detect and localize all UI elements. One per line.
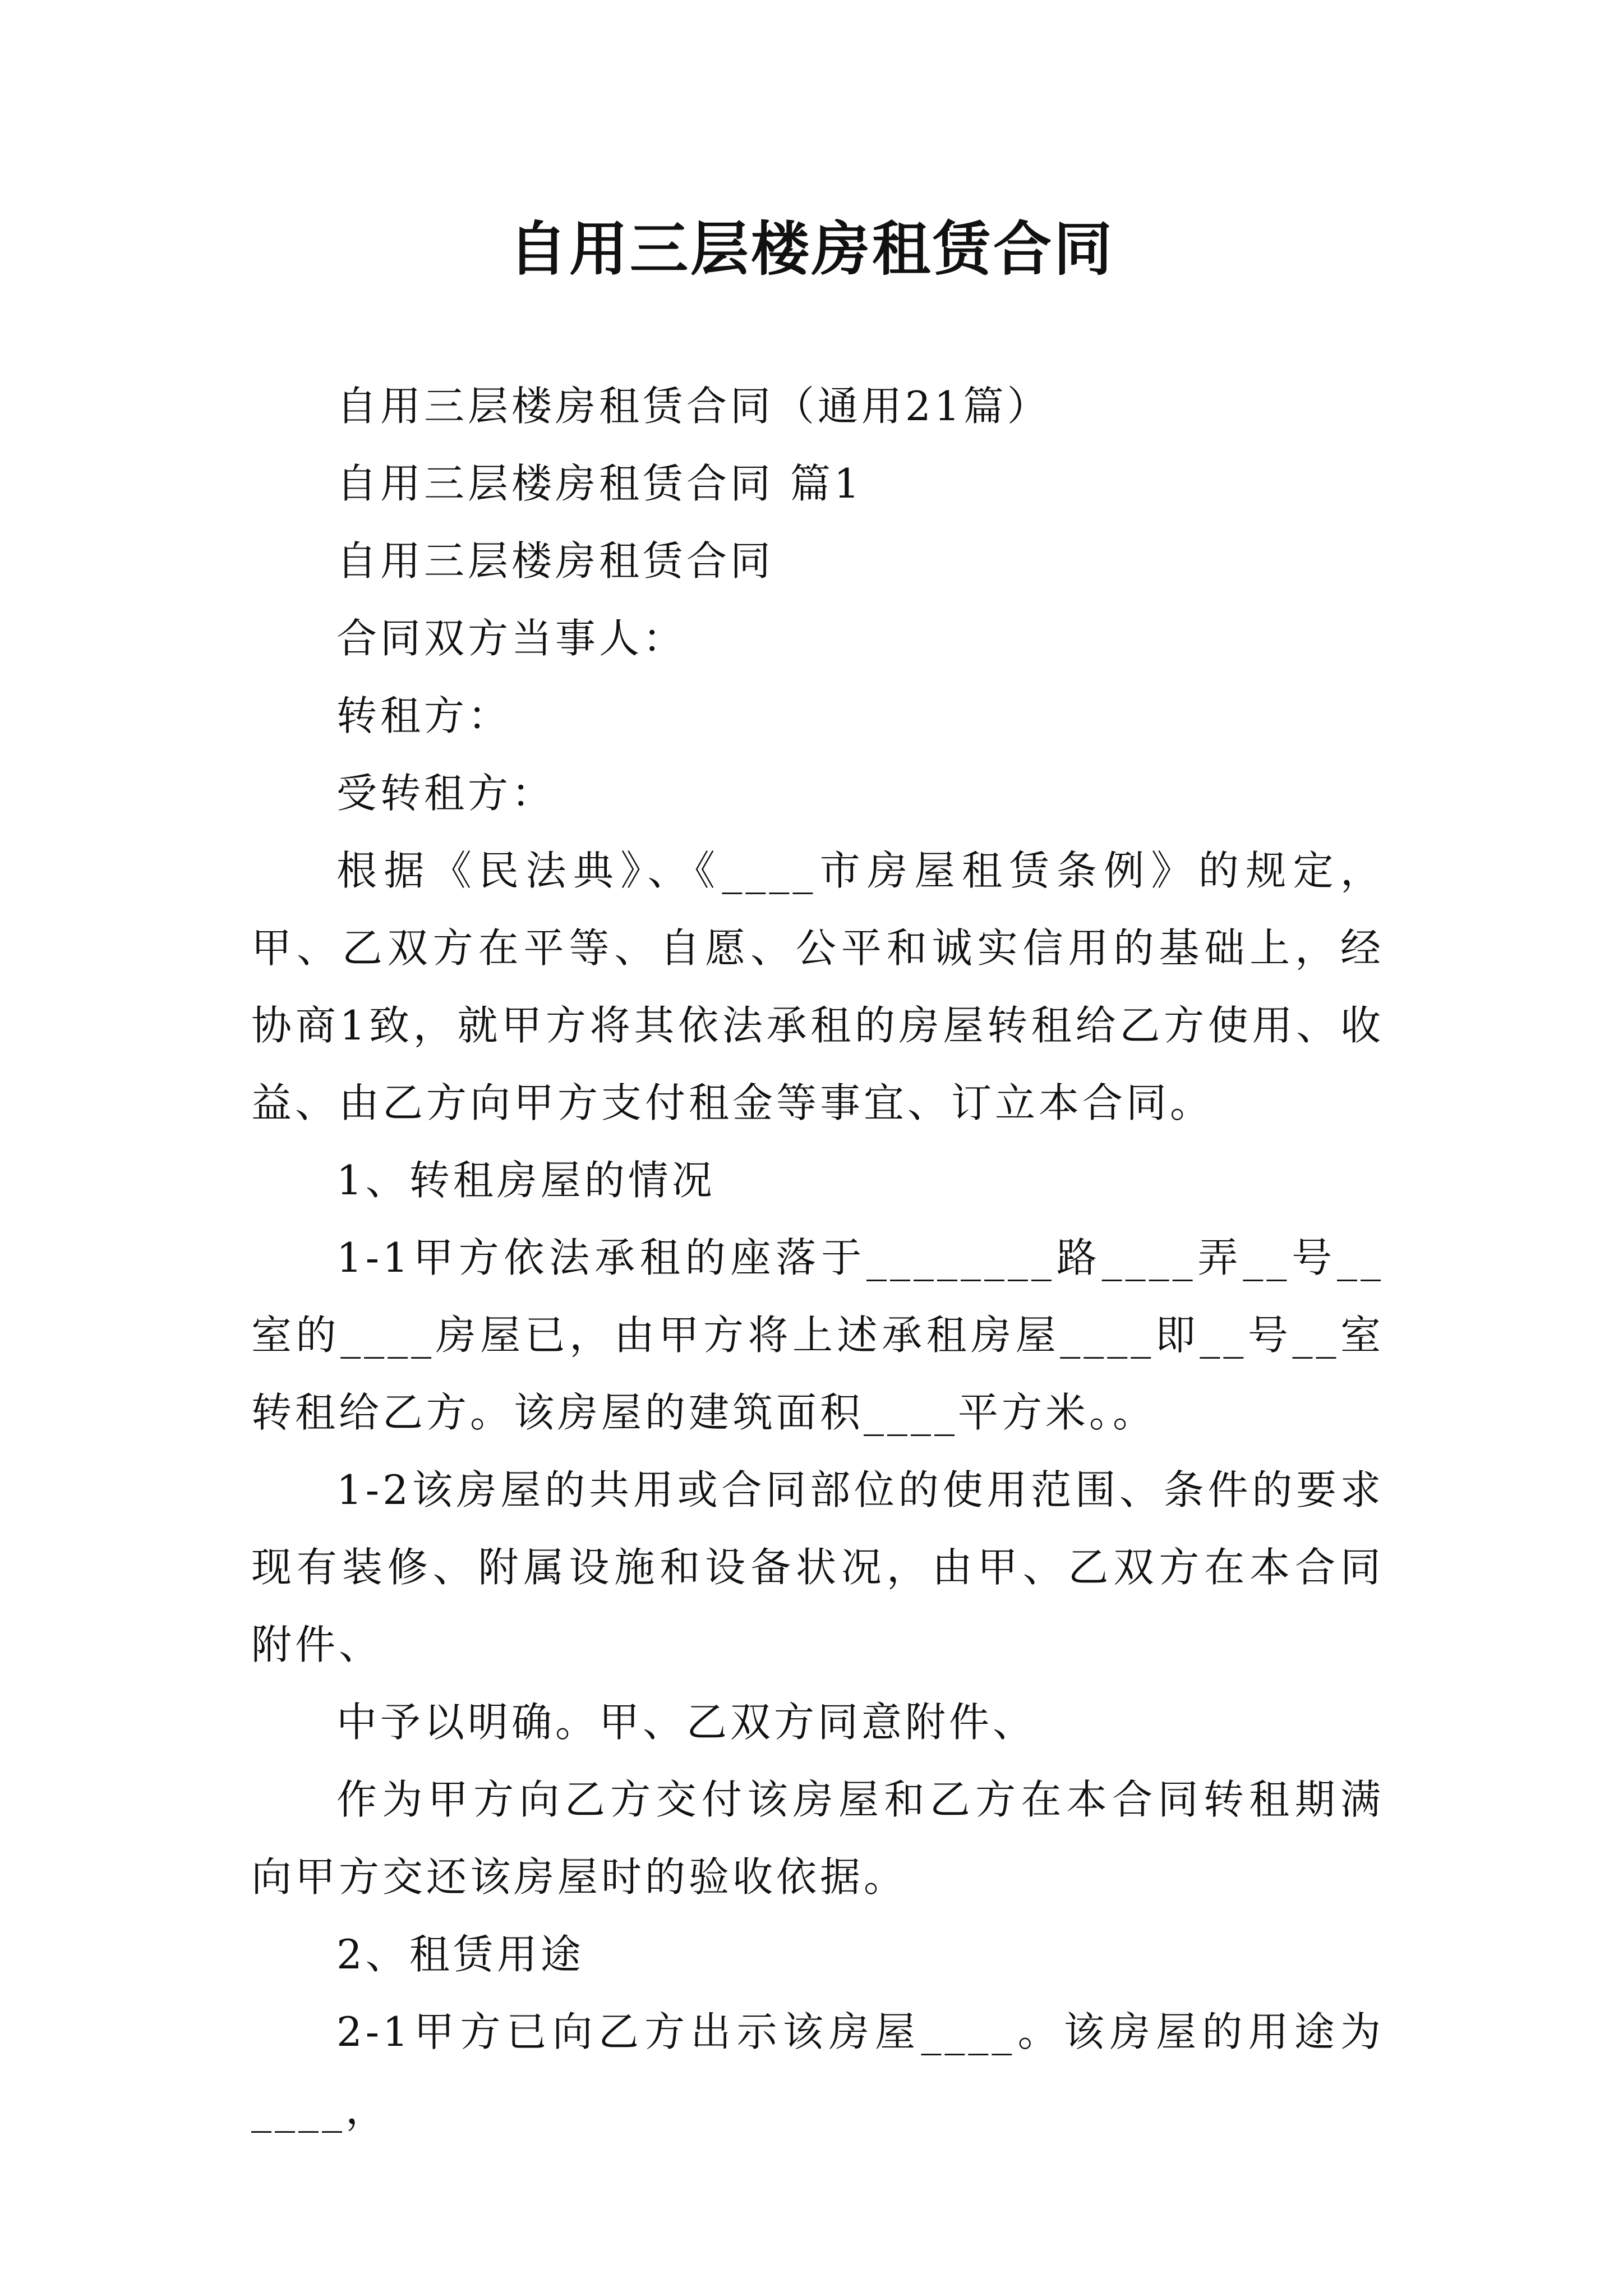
clause-2-1: 2-1甲方已向乙方出示该房屋____。该房屋的用途为____， — [251, 2008, 1384, 2133]
clause-1-2-cont: 中予以明确。甲、乙双方同意附件、 — [336, 1699, 1037, 1746]
paragraph-sublessor: 转租方： — [336, 692, 512, 739]
document-body — [251, 367, 1384, 2148]
document-title: 自用三层楼房租赁合同 — [508, 215, 1114, 283]
section-heading-2: 2、租赁用途 — [336, 1931, 584, 1978]
clause-1-2-acceptance: 作为甲方向乙方交付该房屋和乙方在本合同转租期满向甲方交还该房屋时的验收依据。 — [251, 1776, 1384, 1901]
paragraph-article-heading: 自用三层楼房租赁合同 篇1 — [336, 460, 863, 507]
paragraph-contract-name: 自用三层楼房租赁合同 — [336, 537, 774, 585]
clause-1-2: 1-2该房屋的共用或合同部位的使用范围、条件的要求现有装修、附属设施和设备状况，由甲、乙双方在本合同附件、 — [251, 1466, 1384, 1668]
clause-1-1: 1-1甲方依法承租的座落于________路____弄__号__室的____房屋已，由甲方将上述承租房屋____即__号__室转租给乙方。该房屋的建筑面积____平方米。。 — [251, 1234, 1384, 1436]
section-heading-1: 1、转租房屋的情况 — [336, 1157, 716, 1204]
paragraph-sublessee: 受转租方： — [336, 770, 556, 817]
paragraph-subtitle: 自用三层楼房租赁合同（通用21篇） — [336, 383, 1051, 430]
paragraph-parties: 合同双方当事人： — [336, 615, 687, 662]
paragraph-preamble: 根据《民法典》、《____市房屋租赁条例》的规定，甲、乙双方在平等、自愿、公平和诚实信用的基础上，经协商1致，就甲方将其依法承租的房屋转租给乙方使用、收益、由乙方向甲方支付租金等事宜、订立本合同。 — [251, 847, 1384, 1126]
